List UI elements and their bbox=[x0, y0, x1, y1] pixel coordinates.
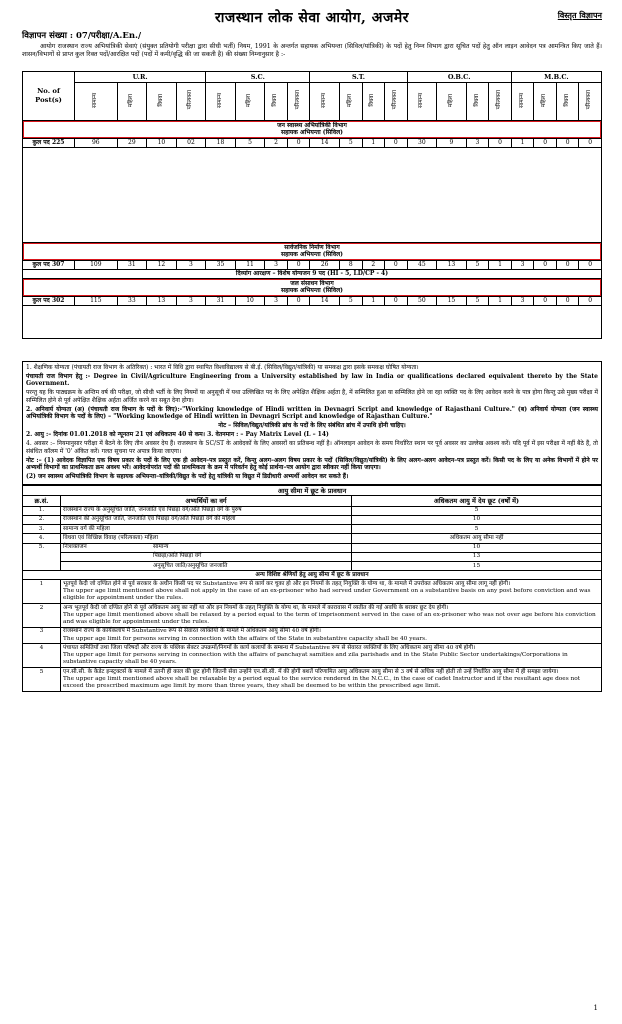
document-page bbox=[22, 8, 602, 692]
subcol-0-3: परित्यक्ता bbox=[176, 82, 206, 120]
vacancy-cell: 0 bbox=[556, 260, 579, 269]
vacancy-cell: 45 bbox=[407, 260, 437, 269]
application-note-1: नोट :– (1) आवेदक विज्ञापित एक विषय प्रकार के पदों के लिए एक ही आवेदन–पत्र प्रस्तुत करें, किन्तु अलग–अलग विषय प्रकार के पदों (सिविल/विद्युत/यांत्रिकी) के लिए अलग–अलग आवेदन–पत्र प्रस्तुत करें। किसी पद के लिए या अनेक विभागों में होने पर अभ्यर्थी विभागों का प्राथमिकता क्रम अवश्य भरें। आवेदनोपरांत पदों की प्राथमिकता के क्रम में परिवर्तन हेतु कोई प्रार्थना–पत्र आयोग द्वारा स्वीकार नहीं किया जाएगा। bbox=[26, 456, 598, 472]
subcol-0-1: महिला bbox=[117, 82, 147, 120]
dept-pwd-values: कुल पद 307 109 31 12 3 35 11 3 0 26 8 2 0 45 13 5 1 3 0 0 0 bbox=[23, 260, 602, 269]
vacancy-cell: 18 bbox=[206, 138, 236, 147]
age-row-disabled: पिछड़ा/अति पिछड़ा वर्ग 13 bbox=[23, 552, 602, 561]
application-note-2: (2) जन स्वास्थ्य अभियांत्रिकी विभाग के सहायक अभियन्ता–यांत्रिकी/विद्युत के पदों हेतु यांत्रिकी या विद्युत में डिग्रीधारी अभ्यर्थी आवेदन कर सकते हैं। bbox=[26, 473, 349, 481]
age-row: 4. विधवा एवं विच्छिन्न विवाह (परित्यक्ता) महिला अधिकतम आयु सीमा नहीं bbox=[23, 534, 602, 543]
vacancy-cell: 0 bbox=[579, 296, 602, 305]
special-provision-row: 5 एन.सी.सी. के कैडेट इन्स्ट्रक्टर्स के मामले में उतनी ही काल की छूट होगी जितनी सेवा उन्होंने एन.सी.सी. में की होगी बशर्ते परिणामित आयु अधिकतम आयु सीमा से 3 वर्ष से अधिक नहीं होती तो उन्हें निर्धारित आयु सीमा में ही समझा जायेगा। The upper age limit mentioned above shall be relaxable by a period equal to the service rendered in the N.C.C., in the case of cadet Instructor and if the resultant age does not exceed the prescribed maximum age limit by more than three years, they shall be deemed to be within the prescribed age limit. bbox=[23, 668, 602, 692]
vacancy-cell: 0 bbox=[287, 138, 310, 147]
special-title: अन्य विशिष्ट श्रेणियों हेतु आयु सीमा में छूट के प्रावधान bbox=[23, 571, 602, 580]
subcol-4-0: सामान्य bbox=[511, 82, 534, 120]
vacancy-cell: 3 bbox=[511, 260, 534, 269]
vacancy-cell: 109 bbox=[75, 260, 118, 269]
panchayat-qualification: पंचायती राज विभाग हेतु :- Degree in Civil/Agriculture Engineering from a University established by law in India or qualifications declared equivalent thereto by the State Government. bbox=[26, 372, 598, 388]
post-count-label: No. of Post(s) bbox=[23, 71, 75, 120]
vacancy-cell: 29 bbox=[117, 138, 147, 147]
vacancy-cell: 2 bbox=[362, 260, 385, 269]
age-table-title: आयु सीमा में छूट के प्रावधान bbox=[23, 486, 602, 496]
vacancy-cell: 26 bbox=[310, 260, 340, 269]
subcol-4-2: विधवा bbox=[556, 82, 579, 120]
vacancy-cell: 5 bbox=[339, 296, 362, 305]
vacancy-cell: 1 bbox=[511, 138, 534, 147]
age-relaxation-table bbox=[22, 485, 602, 691]
vacancy-cell: 5 bbox=[339, 138, 362, 147]
vacancy-cell: 2 bbox=[265, 138, 288, 147]
vacancy-cell: 11 bbox=[235, 260, 265, 269]
age-row: 3. सामान्य वर्ग की महिला 5 bbox=[23, 525, 602, 534]
age-pay: 2. आयु :– दिनांक 01.01.2018 को न्यूनतम 21 एवं अधिकतम 40 से कम। 3. वेतनमान : – Pay Matrix Level (L – 14) bbox=[26, 431, 329, 439]
vacancy-cell: 115 bbox=[75, 296, 118, 305]
subcol-2-1: महिला bbox=[339, 82, 362, 120]
vacancy-cell: 10 bbox=[235, 296, 265, 305]
dept-wrd-values: कुल पद 302 115 33 13 3 31 10 3 0 14 5 1 0 50 15 5 1 3 0 0 0 bbox=[23, 296, 602, 305]
special-provision-row: 2 अन्य भूतपूर्व कैदी जो दण्डित होने से पूर्व अधिकतम आयु का नहीं था और इन नियमों के तहत् नियुक्ति के योग्य था, के मामले में कारावास में व्यतीत की गई अवधि के बराबर छूट देय होगी। The upper age limit mentioned above shall be relaxed by a period equal to the term of imprisonment served in the case of an ex-prisoner who was not over age before his conviction and was eligible for appointment under the rules. bbox=[23, 604, 602, 628]
col-category: अभ्यर्थियों का वर्ग bbox=[61, 496, 352, 506]
vacancy-cell: 33 bbox=[117, 296, 147, 305]
dept-phed-values: कुल पद 225 96 29 10 02 18 5 2 0 14 5 1 0 30 9 3 0 1 0 0 0 bbox=[23, 138, 602, 147]
subcol-3-2: विधवा bbox=[466, 82, 489, 120]
final-year-proviso: परन्तु यह कि पाठ्यक्रम के अन्तिम वर्ष की परीक्षा, जो सीधी भर्ती के लिए नियमों या अनुसूची में यथा उल्लिखित पद के लिए अपेक्षित शैक्षिक अर्हता है, में सम्मिलित हुआ या सम्मिलित होने जा रहा व्यक्ति पद के लिए आवेदन करने के पात्र होगा किन्तु उसे मुख्य परीक्षा में सम्मिलित होने से पूर्व अपेक्षित शैक्षिक अर्हता अर्जित करने का सबूत देना होगा। bbox=[26, 389, 598, 404]
page-title: राजस्थान लोक सेवा आयोग, अजमेर bbox=[215, 10, 409, 26]
vacancy-cell: 0 bbox=[385, 138, 408, 147]
vacancy-cell: 3 bbox=[176, 260, 206, 269]
vacancy-cell: 0 bbox=[556, 296, 579, 305]
divyang-reservation: दिव्यांग आरक्षण – विशेष योग्यजन 9 पद (HI - 5, LD/CP - 4) bbox=[23, 269, 602, 278]
attempts: 4. अवसर :– नियमानुसार परीक्षा में बैठने के लिए तीन अवसर देय हैं। राजस्थान के SC/ST के आवेदकों के लिए अवसरों का प्रतिबन्ध नहीं है। ऑनलाइन आवेदन के समय निर्धारित स्थान पर पूर्व अवसर का उल्लेख अवश्य करें। यदि पूर्व में इस परीक्षा में नहीं बैठे हैं, तो संबंधित कॉलम में '0' अंकित करें। गलत सूचना पर अपात्र किया जाएगा। bbox=[26, 440, 598, 455]
vacancy-cell: 30 bbox=[407, 138, 437, 147]
subcol-1-3: परित्यक्ता bbox=[287, 82, 310, 120]
special-provision-row: 3 राजस्थान राज्य के कार्यकलाप में Substantive रूप से सेवारत व्यक्तियों के मामले में अधिकतम आयु सीमा 40 वर्ष होगी। The upper age limit for persons serving in connection with the affairs of the State in substantive capacity shall be 40 years. bbox=[23, 627, 602, 643]
vacancy-cell: 14 bbox=[310, 138, 340, 147]
subcol-1-0: सामान्य bbox=[206, 82, 236, 120]
vacancy-cell: 10 bbox=[147, 138, 177, 147]
vacancy-cell: 0 bbox=[489, 138, 512, 147]
vacancy-cell: 13 bbox=[147, 296, 177, 305]
vacancy-cell: 5 bbox=[466, 296, 489, 305]
subcol-0-0: सामान्य bbox=[75, 82, 118, 120]
dept-wrd-header: जल संसाधन विभाग सहायक अभियन्ता (सिविल) bbox=[23, 279, 601, 296]
vacancy-cell: 1 bbox=[489, 296, 512, 305]
vacancy-cell: 96 bbox=[75, 138, 118, 147]
vacancy-cell: 31 bbox=[206, 296, 236, 305]
subcol-1-2: विधवा bbox=[265, 82, 288, 120]
age-row-disabled: 5. निःशक्तजन सामान्य 10 bbox=[23, 543, 602, 552]
special-provision-row: 4 पंचायत समितियों तथा जिला परिषदों और राज्य के पब्लिक सेक्टर उपक्रमों/निगमों के कार्य कलापों के सम्बन्ध में Substantive रूप से सेवारत व्यक्तियों के लिए अधिकतम आयु सीमा 40 वर्ष होगी। The upper age limit for persons serving in connection with the affairs of panchayat samities and zila parishads and in the State Public Sector undertakings/Corporations in substantive capacity shall be 40 years. bbox=[23, 644, 602, 668]
subcol-1-1: महिला bbox=[235, 82, 265, 120]
vacancy-cell: 15 bbox=[437, 296, 467, 305]
age-row-disabled: अनुसूचित जाति/अनुसूचित जनजाति 15 bbox=[23, 562, 602, 571]
vacancy-cell: 3 bbox=[511, 296, 534, 305]
subcol-4-1: महिला bbox=[534, 82, 557, 120]
category-ur: U.R. bbox=[75, 71, 206, 82]
vacancy-cell: 0 bbox=[385, 296, 408, 305]
advertisement-number: विज्ञापन संख्या : 07/परीक्षा/A.En./ bbox=[22, 30, 142, 41]
vacancy-cell: 0 bbox=[385, 260, 408, 269]
vacancy-cell: 1 bbox=[362, 138, 385, 147]
vacancy-cell: 0 bbox=[579, 260, 602, 269]
vacancy-cell: 3 bbox=[265, 296, 288, 305]
vacancy-cell: 0 bbox=[534, 138, 557, 147]
branch-note: नोट – सिविल/विद्युत/यांत्रिकी ब्रांच के पदों के लिए संबंधित ब्रांच में उपाधि होनी चाहिए। bbox=[218, 422, 406, 430]
vacancy-cell: 3 bbox=[176, 296, 206, 305]
vacancy-table bbox=[22, 71, 602, 339]
subcol-2-0: सामान्य bbox=[310, 82, 340, 120]
vacancy-cell: 50 bbox=[407, 296, 437, 305]
category-obc: O.B.C. bbox=[407, 71, 511, 82]
category-sc: S.C. bbox=[206, 71, 310, 82]
age-row: 2. राजस्थान की अनुसूचित जाति, जनजाति एवं पिछड़ा वर्ग/अति पिछड़ा वर्ग की महिला 10 bbox=[23, 515, 602, 524]
col-serial: क्र.सं. bbox=[23, 496, 61, 506]
subcol-0-2: विधवा bbox=[147, 82, 177, 120]
subcol-2-2: विधवा bbox=[362, 82, 385, 120]
page-number: 1 bbox=[593, 1004, 598, 1012]
vacancy-cell: 0 bbox=[287, 296, 310, 305]
vacancy-cell: 12 bbox=[147, 260, 177, 269]
category-st: S.T. bbox=[310, 71, 407, 82]
vacancy-cell: 3 bbox=[466, 138, 489, 147]
vacancy-cell: 0 bbox=[556, 138, 579, 147]
vacancy-cell: 0 bbox=[287, 260, 310, 269]
intro-paragraph: आयोग राजस्थान राज्य अभियांत्रिकी सेवाएं (संयुक्त प्रतियोगी परीक्षा द्वारा सीधी भर्ती) नियम, 1991 के अन्तर्गत सहायक अभियन्ता (सिविल/यांत्रिकी) के पदों हेतु निम्न विभाग द्वारा सूचित पदों हेतु ऑन लाइन आवेदन पत्र आमन्त्रित किए जाते हैं। शासन/विभागों से प्राप्त कुल रिक्त पदों/आरक्षित पदों (पदों में कमी/वृद्धि की जा सकती है) की संख्या निम्नानुसार है :- bbox=[22, 43, 602, 58]
eligibility-section bbox=[22, 361, 602, 486]
vacancy-cell: 5 bbox=[235, 138, 265, 147]
vacancy-cell: 1 bbox=[489, 260, 512, 269]
subcol-3-1: महिला bbox=[437, 82, 467, 120]
subcol-4-3: परित्यक्ता bbox=[579, 82, 602, 120]
detailed-ad-tag: विस्तृत विज्ञापन bbox=[557, 10, 602, 20]
vacancy-cell: 0 bbox=[534, 296, 557, 305]
vacancy-cell: 5 bbox=[466, 260, 489, 269]
vacancy-cell: 3 bbox=[265, 260, 288, 269]
col-relaxation: अधिकतम आयु में देय छूट (वर्षों में) bbox=[352, 496, 602, 506]
category-mbc: M.B.C. bbox=[511, 71, 601, 82]
subcol-3-3: परित्यक्ता bbox=[489, 82, 512, 120]
vacancy-cell: 31 bbox=[117, 260, 147, 269]
vacancy-cell: 1 bbox=[362, 296, 385, 305]
age-row: 1. राजस्थान राज्य के अनुसूचित जाति, जनजाति एवं पिछड़ा वर्ग/अति पिछड़ा वर्ग के पुरुष 5 bbox=[23, 506, 602, 515]
subcategory-row bbox=[23, 82, 602, 120]
special-provision-row: 1 भूतपूर्व कैदी जो दण्डित होने से पूर्व सरकार के अधीन किसी पद पर Substantive रूप से कार्य कर चुका हो और इन नियमों के तहत् नियुक्ति के योग्य था, के मामले में उपरोक्त अधिकतम आयु सीमा लागू नहीं होगी। The upper age limit mentioned above shall not apply in the case of an ex-prisoner who had served under Government on a substantive basis on any post before conviction and was eligible for appointment under the rules. bbox=[23, 580, 602, 604]
vacancy-cell: 8 bbox=[339, 260, 362, 269]
vacancy-cell: 35 bbox=[206, 260, 236, 269]
mandatory-qualification: 2. अनिवार्य योग्यता (अ) (पंचायती राज विभाग के पदों के लिए):-"Working knowledge of Hindi written in Devnagri Script and knowledge of Rajasthani Culture." (ब) अनिवार्य योग्यता (जन स्वास्थ्य अभियांत्रिकी विभाग के पदों के लिए) – "Working knowledge of Hindi written in Devnagri Script and knowledge of Rajasthan Culture." bbox=[26, 405, 598, 421]
vacancy-cell: 9 bbox=[437, 138, 467, 147]
vacancy-cell: 14 bbox=[310, 296, 340, 305]
vacancy-cell: 0 bbox=[579, 138, 602, 147]
edu-qualification: 1. शैक्षणिक योग्यता (पंचायती राज विभाग के अतिरिक्त) : भारत में विधि द्वारा स्थापित विश्वविद्यालय से बी.ई. (सिविल/विद्युत/यांत्रिकी) या समकक्ष द्वारा इसके समकक्ष घोषित योग्यता। bbox=[26, 363, 419, 371]
vacancy-cell: 02 bbox=[176, 138, 206, 147]
dept-pwd-header: सार्वजनिक निर्माण विभाग सहायक अभियन्ता (सिविल) bbox=[23, 243, 601, 260]
dept-phed-header: जन स्वास्थ्य अभियांत्रिकी विभाग सहायक अभियन्ता (सिविल) bbox=[23, 121, 601, 138]
vacancy-cell: 0 bbox=[534, 260, 557, 269]
subcol-2-3: परित्यक्ता bbox=[385, 82, 408, 120]
vacancy-cell: 13 bbox=[437, 260, 467, 269]
subcol-3-0: सामान्य bbox=[407, 82, 437, 120]
